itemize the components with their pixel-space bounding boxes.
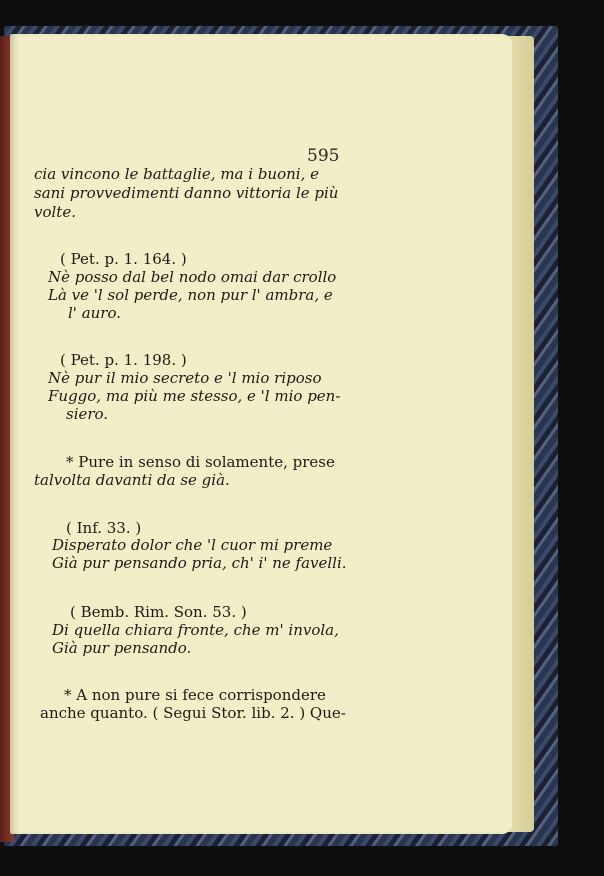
verse-line: Già pur pensando.: [52, 639, 192, 657]
citation: ( Pet. p. 1. 198. ): [60, 351, 187, 369]
verse-line: Disperato dolor che 'l cuor mi preme: [52, 536, 333, 554]
verse-line: Nè posso dal bel nodo omai dar crollo: [48, 268, 337, 286]
verse-line: siero.: [66, 405, 109, 423]
text-line: * Pure in senso di solamente, prese: [66, 453, 335, 471]
citation: ( Bemb. Rim. Son. 53. ): [70, 603, 247, 621]
text-line: anche quanto. ( Segui Stor. lib. 2. ) Que-: [40, 704, 346, 722]
verse-line: Già pur pensando pria, ch' i' ne favelli.: [52, 554, 347, 572]
text-line: sani provvedimenti danno vittoria le più: [34, 184, 339, 202]
verse-line: l' auro.: [68, 304, 121, 322]
verse-line: Fuggo, ma più me stesso, e 'l mio pen-: [48, 387, 341, 405]
verse-line: Di quella chiara fronte, che m' invola,: [52, 621, 339, 639]
citation: ( Inf. 33. ): [66, 519, 142, 537]
page-number: 595: [307, 146, 340, 166]
text-line: * A non pure si fece corrispondere: [64, 686, 326, 704]
verse-line: Là ve 'l sol perde, non pur l' ambra, e: [48, 286, 333, 304]
verse-line: Nè pur il mio secreto e 'l mio riposo: [48, 369, 322, 387]
text-line: talvolta davanti da se già.: [34, 471, 230, 489]
citation: ( Pet. p. 1. 164. ): [60, 250, 187, 268]
text-line: volte.: [34, 203, 76, 221]
text-line: cia vincono le battaglie, ma i buoni, e: [34, 165, 319, 183]
